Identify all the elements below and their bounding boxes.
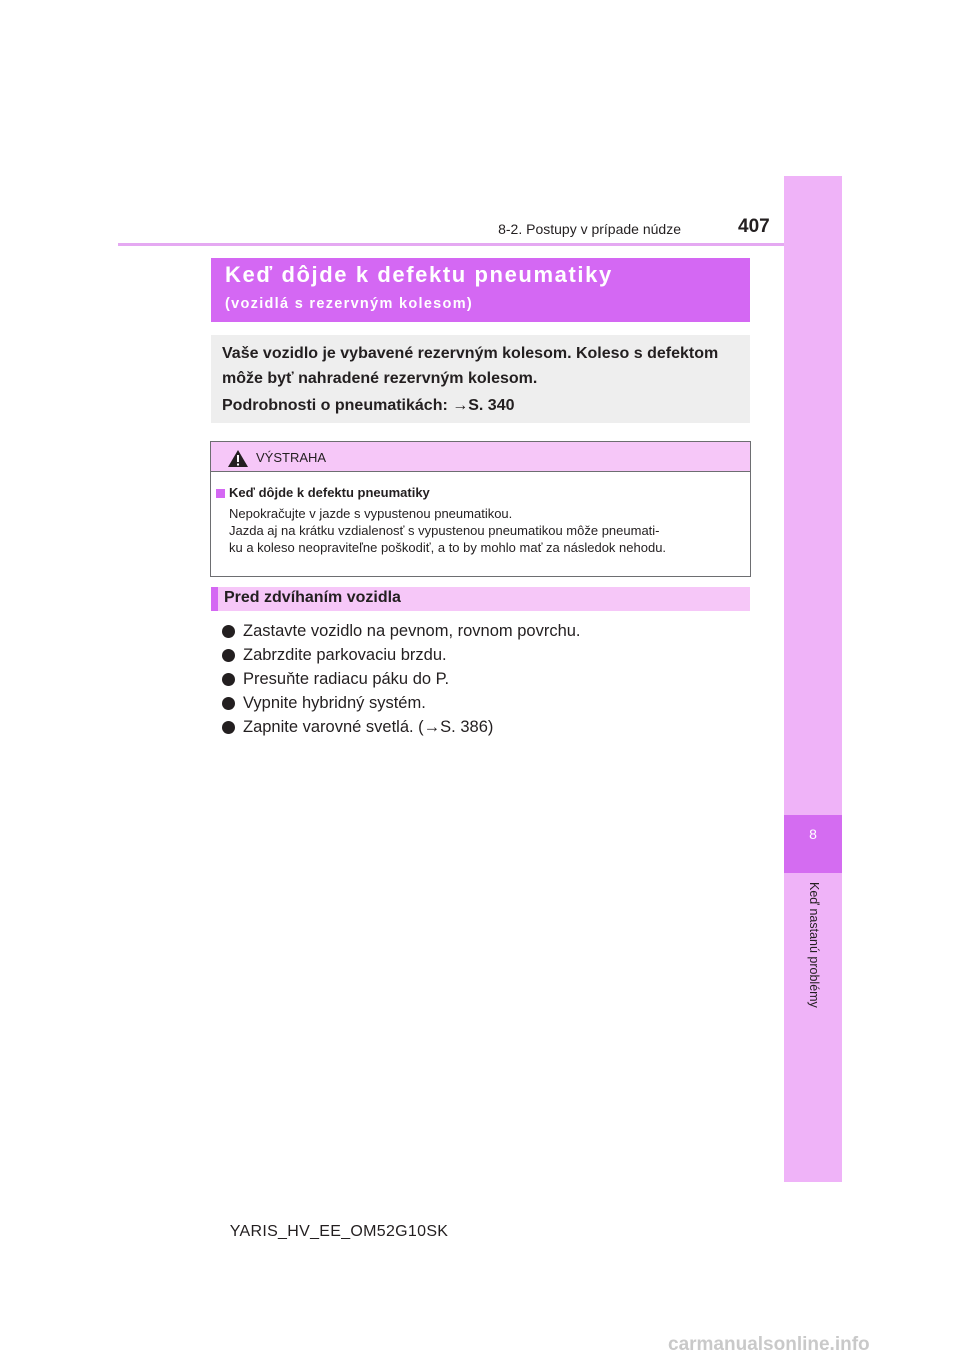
square-bullet-icon bbox=[216, 489, 225, 498]
warning-title: VÝSTRAHA bbox=[256, 450, 327, 465]
steps-list bbox=[222, 619, 581, 739]
title-banner bbox=[211, 258, 750, 322]
list-item bbox=[222, 691, 581, 715]
list-item-text: Zastavte vozidlo na pevnom, rovnom povrchu. bbox=[243, 621, 581, 640]
intro-box bbox=[211, 335, 750, 423]
list-item-text: Zapnite varovné svetlá. (→S. 386) bbox=[243, 717, 494, 736]
document-code: YARIS_HV_EE_OM52G10SK bbox=[229, 1223, 449, 1240]
list-item bbox=[222, 643, 581, 667]
list-item-text: Zabrzdite parkovaciu brzdu. bbox=[243, 645, 447, 664]
section-heading-text: Pred zdvíhaním vozidla bbox=[224, 589, 401, 606]
intro-line: môže byť nahradené rezervným kolesom. bbox=[222, 370, 538, 387]
bullet-icon bbox=[222, 673, 235, 686]
section-heading-accent bbox=[211, 587, 218, 611]
page-subtitle: (vozidlá s rezervným kolesom) bbox=[225, 296, 474, 312]
bullet-icon bbox=[222, 721, 235, 734]
list-item-text: Vypnite hybridný systém. bbox=[243, 693, 426, 712]
warning-header bbox=[211, 442, 750, 472]
warning-text-line: Jazda aj na krátku vzdialenosť s vypustenou pneumatikou môže pneumati- bbox=[229, 523, 660, 538]
chapter-side-tab bbox=[784, 176, 842, 1182]
header-divider bbox=[118, 243, 842, 246]
section-title: 8-2. Postupy v prípade núdze bbox=[498, 221, 681, 237]
page-number: 407 bbox=[738, 216, 770, 237]
list-item bbox=[222, 715, 581, 739]
bullet-icon bbox=[222, 625, 235, 638]
list-item bbox=[222, 619, 581, 643]
warning-box bbox=[210, 441, 751, 577]
warning-text-line: Nepokračujte v jazde s vypustenou pneumatikou. bbox=[229, 506, 513, 521]
warning-subtitle: Keď dôjde k defektu pneumatiky bbox=[229, 485, 430, 500]
watermark: carmanualsonline.info bbox=[668, 1334, 870, 1355]
chapter-number: 8 bbox=[809, 826, 817, 842]
intro-line: Vaše vozidlo je vybavené rezervným kolesom. Koleso s defektom bbox=[222, 345, 719, 362]
list-item-text: Presuňte radiacu páku do P. bbox=[243, 669, 450, 688]
section-heading bbox=[211, 587, 750, 611]
list-item bbox=[222, 667, 581, 691]
intro-reference: Podrobnosti o pneumatikách: →S. 340 bbox=[222, 397, 515, 414]
warning-text-line: ku a koleso neopraviteľne poškodiť, a to by mohlo mať za následok nehodu. bbox=[229, 540, 667, 555]
warning-triangle-icon bbox=[227, 449, 249, 468]
bullet-icon bbox=[222, 697, 235, 710]
bullet-icon bbox=[222, 649, 235, 662]
page-title: Keď dôjde k defektu pneumatiky bbox=[225, 262, 613, 287]
chapter-label: Keď nastanú problémy bbox=[807, 882, 821, 1008]
warning-body bbox=[229, 505, 741, 556]
chapter-number-box bbox=[784, 815, 842, 873]
